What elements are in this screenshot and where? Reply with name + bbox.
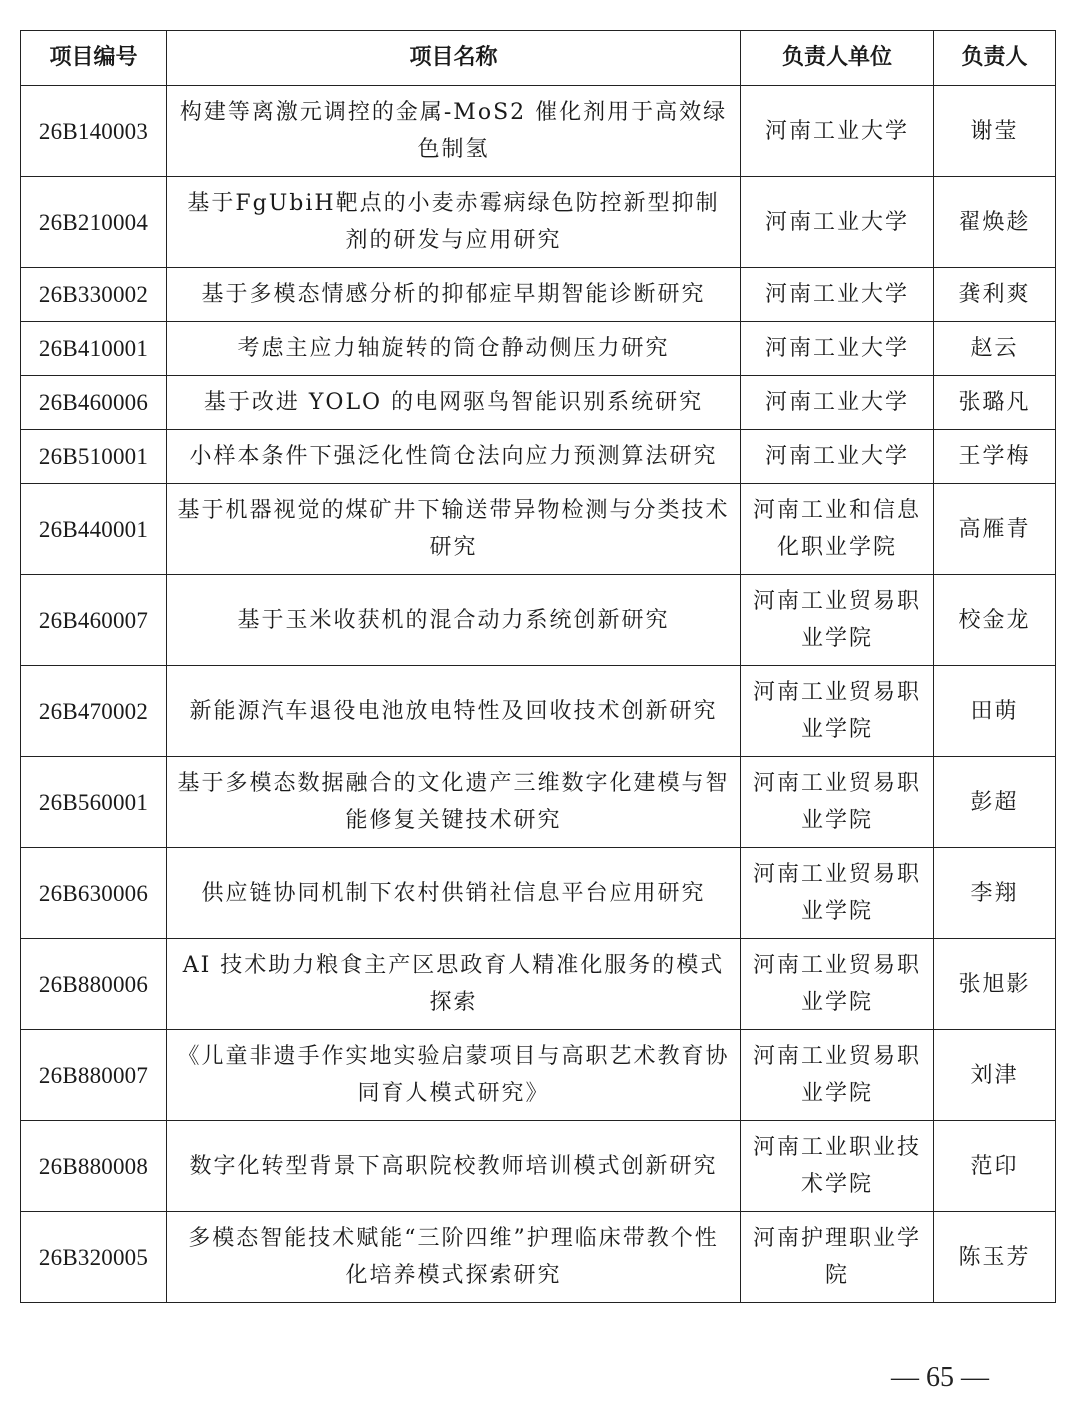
responsible-unit: 河南工业贸易职业学院 xyxy=(741,575,934,666)
responsible-person: 刘津 xyxy=(934,1030,1056,1121)
project-table xyxy=(20,30,1056,1303)
header-project-code: 项目编号 xyxy=(21,31,167,86)
table-row xyxy=(21,848,1056,939)
table-row xyxy=(21,1030,1056,1121)
responsible-unit: 河南工业贸易职业学院 xyxy=(741,848,934,939)
table-header-row xyxy=(21,31,1056,86)
responsible-person: 高雁青 xyxy=(934,484,1056,575)
header-responsible-person: 负责人 xyxy=(934,31,1056,86)
project-code: 26B560001 xyxy=(21,757,167,848)
table-row xyxy=(21,376,1056,430)
responsible-unit: 河南工业大学 xyxy=(741,430,934,484)
responsible-unit: 河南工业贸易职业学院 xyxy=(741,757,934,848)
project-title: 基于多模态数据融合的文化遗产三维数字化建模与智能修复关键技术研究 xyxy=(167,757,741,848)
header-project-title: 项目名称 xyxy=(167,31,741,86)
project-title: 基于多模态情感分析的抑郁症早期智能诊断研究 xyxy=(167,268,741,322)
project-title: 供应链协同机制下农村供销社信息平台应用研究 xyxy=(167,848,741,939)
project-title: 《儿童非遗手作实地实验启蒙项目与高职艺术教育协同育人模式研究》 xyxy=(167,1030,741,1121)
project-title: 基于机器视觉的煤矿井下输送带异物检测与分类技术研究 xyxy=(167,484,741,575)
responsible-person: 翟焕趁 xyxy=(934,177,1056,268)
project-title: 构建等离激元调控的金属-MoS2 催化剂用于高效绿色制氢 xyxy=(167,86,741,177)
project-code: 26B470002 xyxy=(21,666,167,757)
project-title: 数字化转型背景下高职院校教师培训模式创新研究 xyxy=(167,1121,741,1212)
table-row xyxy=(21,666,1056,757)
responsible-unit: 河南工业大学 xyxy=(741,177,934,268)
table-row xyxy=(21,757,1056,848)
table-row xyxy=(21,86,1056,177)
responsible-person: 赵云 xyxy=(934,322,1056,376)
project-title: 基于玉米收获机的混合动力系统创新研究 xyxy=(167,575,741,666)
responsible-unit: 河南工业大学 xyxy=(741,86,934,177)
project-title: 新能源汽车退役电池放电特性及回收技术创新研究 xyxy=(167,666,741,757)
responsible-person: 校金龙 xyxy=(934,575,1056,666)
responsible-person: 田萌 xyxy=(934,666,1056,757)
responsible-unit: 河南工业贸易职业学院 xyxy=(741,1030,934,1121)
project-code: 26B880006 xyxy=(21,939,167,1030)
project-title: 考虑主应力轴旋转的筒仓静动侧压力研究 xyxy=(167,322,741,376)
table-row xyxy=(21,1121,1056,1212)
responsible-person: 谢莹 xyxy=(934,86,1056,177)
project-code: 26B460006 xyxy=(21,376,167,430)
project-title: 基于FgUbiH靶点的小麦赤霉病绿色防控新型抑制剂的研发与应用研究 xyxy=(167,177,741,268)
project-code: 26B440001 xyxy=(21,484,167,575)
table-row xyxy=(21,484,1056,575)
project-code: 26B140003 xyxy=(21,86,167,177)
responsible-person: 范印 xyxy=(934,1121,1056,1212)
table-row xyxy=(21,939,1056,1030)
responsible-person: 陈玉芳 xyxy=(934,1212,1056,1303)
project-code: 26B410001 xyxy=(21,322,167,376)
project-code: 26B510001 xyxy=(21,430,167,484)
responsible-unit: 河南工业贸易职业学院 xyxy=(741,666,934,757)
responsible-person: 李翔 xyxy=(934,848,1056,939)
responsible-unit: 河南工业和信息化职业学院 xyxy=(741,484,934,575)
responsible-person: 张璐凡 xyxy=(934,376,1056,430)
table-row xyxy=(21,177,1056,268)
header-responsible-unit: 负责人单位 xyxy=(741,31,934,86)
project-title: 多模态智能技术赋能“三阶四维”护理临床带教个性化培养模式探索研究 xyxy=(167,1212,741,1303)
project-code: 26B210004 xyxy=(21,177,167,268)
responsible-unit: 河南工业职业技术学院 xyxy=(741,1121,934,1212)
project-code: 26B460007 xyxy=(21,575,167,666)
project-code: 26B880008 xyxy=(21,1121,167,1212)
project-code: 26B330002 xyxy=(21,268,167,322)
responsible-person: 龚利爽 xyxy=(934,268,1056,322)
responsible-person: 张旭影 xyxy=(934,939,1056,1030)
table-body xyxy=(21,86,1056,1303)
responsible-unit: 河南工业大学 xyxy=(741,376,934,430)
page-number: — 65 — xyxy=(891,1362,989,1393)
project-title: 小样本条件下强泛化性筒仓法向应力预测算法研究 xyxy=(167,430,741,484)
project-code: 26B630006 xyxy=(21,848,167,939)
project-title: AI 技术助力粮食主产区思政育人精准化服务的模式探索 xyxy=(167,939,741,1030)
responsible-person: 彭超 xyxy=(934,757,1056,848)
table-row xyxy=(21,1212,1056,1303)
responsible-unit: 河南工业大学 xyxy=(741,322,934,376)
project-title: 基于改进 YOLO 的电网驱鸟智能识别系统研究 xyxy=(167,376,741,430)
responsible-unit: 河南工业大学 xyxy=(741,268,934,322)
responsible-person: 王学梅 xyxy=(934,430,1056,484)
project-code: 26B320005 xyxy=(21,1212,167,1303)
project-code: 26B880007 xyxy=(21,1030,167,1121)
responsible-unit: 河南工业贸易职业学院 xyxy=(741,939,934,1030)
table-row xyxy=(21,575,1056,666)
table-row xyxy=(21,322,1056,376)
table-row xyxy=(21,430,1056,484)
responsible-unit: 河南护理职业学院 xyxy=(741,1212,934,1303)
table-row xyxy=(21,268,1056,322)
